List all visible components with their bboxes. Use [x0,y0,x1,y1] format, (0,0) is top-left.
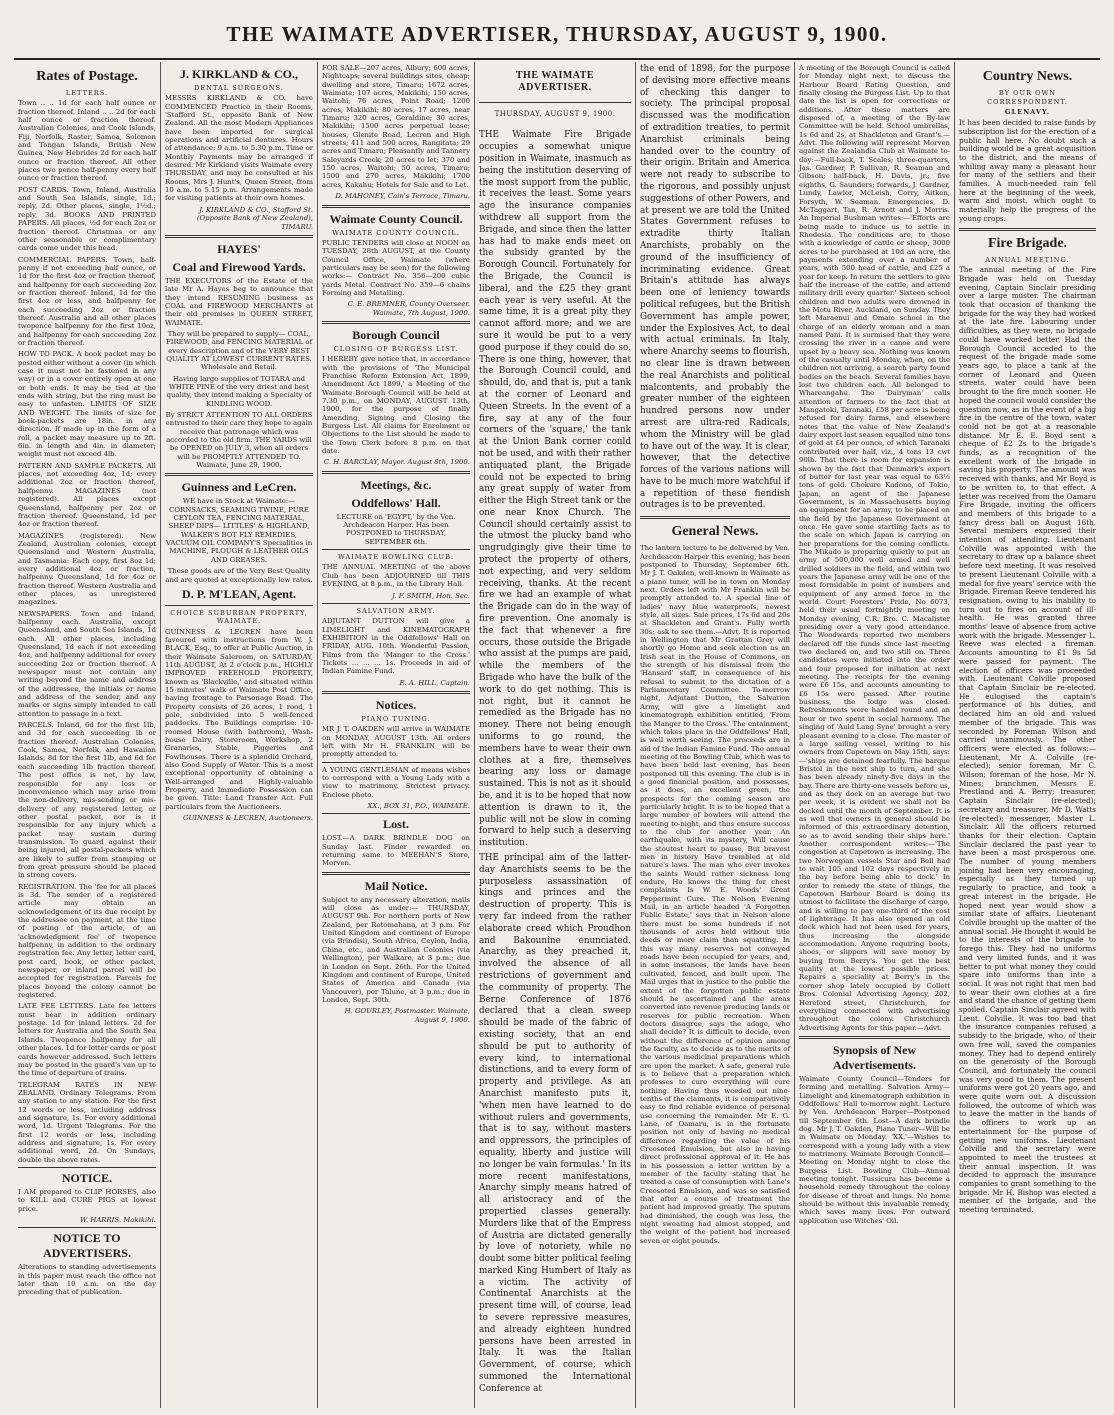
meetings-heading: Meetings, &c. [360,477,432,492]
notice-heading: NOTICE. [61,1170,113,1185]
divider [18,1227,156,1228]
postage-patterns: PATTERN AND SAMPLE PACKETS. All places, not exceeding 4oz, 1d; every additional 2oz or fraction thereof, halfpenny. MAGAZINES (not registered). All places except Queensland, halfpenny per 2oz or fraction thereof. Queensland, 1d per 4oz or fraction thereof. [18,461,156,529]
piano-tuning-heading: PIANO TUNING. [361,714,431,723]
postage-how-to-pack: HOW TO PACK. A book packet may be posted either without a cover (in which case it must not be fastened in any way) or in a cover entirely open at one or both ends. It may be tied at the ends with string, but the ring must be easy to unfasten. LIMITS OF SIZE AND WEIGHT. The limits of size for book-packets are 18in. in any direction. If made up in the form of a roll, a packet may measure up to 2ft. 6in. in length and 4in. in diameter; weight must not exceed 4lb. [18,350,156,459]
piano-tuning-body: MR J. T. OAKDEN will arrive in WAIMATE on MONDAY, AUGUST 13th. All orders left with Mr H. FRANKLIN will be promptly attended to. [322,725,470,759]
editorial-anarchists: THE principal aim of the latter-day Anarchists seems to be the purposeless assassination of kings and princes and the destruction of property. This is very far indeed from the rather elaborate creed which Proudhon and Bakounine enunciated. Anarchy, as they preached it, involved the absence of all restrictions of government and the community of property. The Berne Conference of 1876 declared that a clean sweep should be made of the fabric of existing society, that an end should be put to authority of every kind, to international distinctions, and to every form of property and privilege. As an Anarchist manifesto puts it, 'when men have learned to do without rulers and governments, that is to say, without masters and oppressors, the principles of equality, liberty and justice will no longer be vain formulas.' In its more recent manifestations, Anarchy simply means hatred of all aristocracy and of the propertied classes generally. Murders like that of the Empress of Austria are dictated generally by love of notoriety, while no doubt some bitter political feeling marked King Humbert of Italy as a victim. The activity of Continental Anarchists at the present time will, of course, lead to severe repressive measures, and already eighteen hundred persons have been arrested in Italy. It was the Italian Government, of course, which summoned the International Conference at [479,853,631,1394]
salvation-army-heading: SALVATION ARMY. [356,606,436,615]
oddfellows-body: LECTURE on 'EGYPT,' by the Ven. Archdeacon Harper. Has been POSTPONED to THURSDAY, SEPTEMBER 6th. [336,512,456,546]
county-council-heading: Waimate County Council. [329,211,463,226]
divider [165,235,313,238]
editorial-continued: the end of 1898, for the purpose of devising more effective means of checking this danger to society. The principal proposal discussed was the modification of extradition treaties, to permit Anarchist criminals being handed over to the country of their origin. Britain and America were not ready to subscribe to the rigorous, and possibly unjust suggestions of other Powers, and at present we are told the United States Government refuses to extradite thirty Italian Anarchists, probably on the ground of the insufficiency of incriminating evidence. Great Britain's attitude has always been one of leniency towards political refugees, but the British Government has ample power, under the Explosives Act, to deal with actual criminals. In Italy, where Anarchy seems to flourish, no clear line is drawn between the real Anarchists and political malcontents, and probably the greater number of the eighteen hundred persons now under arrest are ultra-red Radicals, whom the Ministry will be glad to have out of the way. It is clear, however, that the detective forces of the various nations will have to be much more watchful if a repetition of these fiendish outrages is to be prevented. [640,64,790,511]
annual-meeting-subhead: ANNUAL MEETING. [985,255,1070,264]
general-news-heading: General News. [671,524,759,540]
divider [959,228,1096,231]
postage-heading: Rates of Postage. [36,69,138,84]
kirkland-subhead: DENTAL SURGEONS. [194,84,284,92]
matrimony-signature: XX., BOX 31, P.O., WAIMATE. [367,802,470,811]
choice-property-signature: GUINNESS & LECREN, Auctioneers. [182,814,313,823]
editorial-fire-brigade: THE Waimate Fire Brigade occupies a somewhat unique position in Waimate, inasmuch as being the institution deserving of the most support from the public, it receives the least. Some years ago the insurance companies withdrew all support from the Brigade, and since then the latter has had to make ends meet on the subsidy granted by the Borough Council. Fortunately for the Brigade, the Council is liberal, and the £25 they grant each year is very useful. At the same time, it is a great pity they cannot afford more; and we are sure it would be put to a very good purpose if they could do so. There is one thing, however, that the Borough Council could, and should, do, and that is, put a tank at the corner of Leonard and Queen Streets. In the event of a fire, say at any of the four corners of the 'square,' the tank at the Union Bank corner could not be used, and with their rather antiquated plant, the Brigade could not be expected to bring any great supply of water from either the High Street tank or the one near Knox Church. The Council should certainly assist to the utmost the plucky band who ungrudgingly give their time to protect the property of others, not expecting, and very seldom receiving, thanks. At the recent fire we had an example of what the Brigade can do in the way of fire prevention. One anomaly is the fact that whenever a fire occurs, those outside the Brigade who assist at the pumps are paid, while the members of the Brigade who have the bulk of the work to do get nothing. This is not right, but it cannot be remedied as the Brigade has no money. There not being enough uniforms to go round, the members have to wear their own clothes at a fire, themselves bearing any loss or damage sustained. This is not as it should be, and it is to be hoped that now attention is drawn to it, the public will not be slow in coming forward to help such a deserving institution. [479,130,631,849]
column-country-news [955,62,1100,1408]
mclean-agent: D. P. M'LEAN, Agent. [182,586,296,601]
county-council-signature: C. E. BREMNER, County Overseer. Waimate, 7th August, 1900. [347,300,470,317]
kirkland-heading: J. KIRKLAND & CO., [179,67,298,81]
column-postage [14,62,160,1408]
county-council-subhead: WAIMATE COUNTY COUNCIL. [332,228,460,237]
masthead [0,0,1114,58]
bowling-club-heading: WAIMATE BOWLING CLUB. [337,553,455,562]
choice-property-heading: CHOICE SUBURBAN PROPERTY, WAIMATE. [170,608,308,626]
country-news-subhead: BY OUR OWN CORRESPONDENT. [987,89,1068,106]
bowling-club-body: THE ANNUAL MEETING of the above Club has been ADJOURNED till THIS EVENING, at 8 p.m., in the Library Hall. [322,563,470,589]
general-news-body: The lantern lecture to be delivered by Ven. Archdeacon Harper this evening, has been postponed to Thursday, September 6th. Mr J. T. Oakden, well-known in Waimate as a piano tuner, will be in town on Monday next. Orders left with Mr Franklin will be promptly attended to. A special line of ladies' navy blue waterproofs, newest style, all sizes. Sale prices, 17s 6d and 20s at Shackleton and Grant's. Fully worth 30s; ask to see them.—Advt. It is reported in Wellington that Mr Grattan Grey will shortly go Home and seek election as an Irish seat in the House of Commons, on the strength of his dismissal from the 'Hansard' staff, in consequence of his refusal to submit to the dictation of a Parliamentary Committee. To-morrow night, Adjutant Dutton, the Salvation Army, will give a limelight and kinematograph exhibition entitled, 'From the Manger to the Cross.' The entainment, which takes place in the Oddfellows' Hall, is well worth seeing. The proceeds are in aid of the Indian Famine Fund. The annual meeting of the Bowling Club, which was to have been held last evening, has been postponed till this evening. The club is in a good financial position, and possesses, as it does, an excellent green, the prospects for the coming season are particularly bright. It is to be hoped that a large number of bowlers will attend the meeting to-night, and thus ensure success to the club for another year. An earthquake, with its mystery, Will cause the stoutest heart to pause, But bravest men in history Have trembled at old nature's laws. The man who ever invokes the saints Would rather sickness long endure, He knows the thing for chest complaints Is W. E. Woods' Great Peppermint Cure. The Nelson Evening Mail, in an article headed 'A Forgotten Public Estate,' says that in Nelson alone there must be some hundreds if not thousands of acres held without title deeds or more claim than squatting. In this way many reserves not conveyed roads have been occupied for years, and, in some instances, the lands have been cultivated, fenced, and built upon. The Mail urges that in justice to the public the extent of the forgotten public estate should be ascertained and the areas converted into revenue producing lands or reserves for public recreation. When doctors disagree, says the adage, who shall decide? It is difficult to decide, even without the difference of opinion among the faculty, as to decide as to the merits of the various medicinal preparations which are upon the market. A safe, general rule is to believe that a preparation which professes to cure everything will cure nothing. Having thus weeded out nine-tenths of the claimants, it is comparatively easy to find reliable evidence of personal use concerning the remainder. Mr E. G. Lane, of Oamaru, is in the fortunate position not only of having no medical difference regarding the value of his Creosoted Emulsion, but also in having direct professional approval of it. He has in his possession a letter written by a member of the faculty stating that he treated a case of consumption with Lane's Creosoted Emulsion, and was so satisfied that after a course of treatment the patient had improved greatly. The sputum had diminished, the cough was less, the night sweating had almost stopped, and the weight of the patient had increased seven or eight pounds. [640,544,791,1245]
guinness-lecren-heading: Guinness and LeCren. [181,480,297,495]
guinness-lecren-quality: These goods are of the Very Best Quality and are quoted at exceptionally low rates. [165,567,313,584]
divider [322,762,470,763]
column-notices [318,62,474,1408]
kirkland-signature: J. KIRKLAND & CO., Stafford St. (Opposite Bank of New Zealand), TIMARU. [196,205,313,231]
column-editorial [475,62,635,1408]
postage-telegram-rates: TELEGRAM RATES IN NEW ZEALAND. Ordinary Telegrams. From any station to any station. For the first 12 words or less, including address and signature, 1s. For every additional word, 1d. Urgent Telegrams. For the first 12 words or less, including address and signature, 1s. For every additional word, 2d. On Sundays, double the above rates. [18,1080,156,1164]
matrimony-body: A YOUNG GENTLEMAN of means wishes to correspond with a Young Lady with a view to matrimony. Strictest privacy. Enclose photo. [322,765,470,799]
column-advertisements [161,62,317,1408]
divider [322,691,470,694]
lost-heading: Lost. [383,817,409,832]
mail-notice-heading: Mail Notice. [364,878,428,893]
divider [640,516,790,519]
divider [799,1036,950,1039]
mail-notice-signature: H. GOURLEY, Postmaster. Waimate, August 9, 1900. [344,1007,470,1024]
column-general-news [636,62,794,1408]
postage-letters: Town .. .. 1d for each half ounce or fraction thereof. Inland .. .. 2d for each half ounce or fraction thereof. Australian Colonies, and Cook Islands, Fiji, Norfolk, Raster, Samoa, Solomon and Tongan Islands, British New Guinea, New Hebrides 2d for each half ounce or fraction thereof. All other places two pence half-penny every half ounce or fraction thereof. [18,99,156,183]
lost-body: LOST.—A DARK BRINDLE DOG on Sunday last. Finder rewarded on returning same to MEEHAN'S Store, Morven. [322,834,470,868]
synopsis-heading: Synopsis of New Advertisements. [832,1042,917,1072]
general-news-continued: A meeting of the Borough Council is called for Monday night next, to discuss the Harbour Board Rating Question, and finally closing the Burgess List. Up to that date the list is open for corrections or additions. After these matters are disposed of, a meeting of the By-law Committee will be held. School umbrellas, 1s 6d and 2s, at Shackleton and Grant's.—Advt. The following will represent Morven against the Zealandia Club at Waimate to-day:—Full-back, T. Scales; three-quarters, Jas. Gardner, P. Sullivan, R. Seaman and Gibson; half-back, H. Davis, jr.; five eighths, G. Saunders; forwards, J. Gardner, Lundy, Lawlor, McLeish, Corry, Aitken, Forsyth, W. Seaman. Emergencies, D. McTaggart, Tan, R. Arnott and J. Morris. An Imperial Bushman writes:—'Efforts are being made to induce us to settle in Rhodesia. The conditions are, to those with a knowledge of cattle or sheep, 3000 acres to be purchased at 10d an acre, the payments extending over a number of years, with 500 head of cattle, and £25 a year for keep. In return the settlers to give half the increase of the cattle, and attend military drill every quarter.' Sixteen school children and two adults were drowned in the Motu River, Auckland, on Sunday. They left Maraenui and Omaio school in the charge of an elderly woman and a man named Pani. It is surmised that they were crossing the river in a canoe and were upset by a heavy sea. Nothing was known of the casualty until Monday, when, on the children not arriving, a search party found bodies on the beach. Several families have lost two children each. All belonged to Whareangahu. The 'Dairyman' calls attention of farmers to the fact that at Mangatoki, Taranaki, £58 per acre is being refused for dairy farms, and elsewhere notes that the value of New Zealand's dairy export last season equalled nine tons of gold at £4 per ounce, of which Taranaki contributed over half, viz., 4 tons 13 cwt 90lb. That there is room for expansion is shown by the fact that Denmark's export of butter for last year was equal to 63½ tons of gold. Chokuro Kadono, of Tokio, Japan, an agent of the Japanese Government, is in Massachusetts buying an equipment for an army, to be placed on the field by the Japanese Government at once. He gave some startling facts as to the scale on which Japan is carrying on her preparations for the coming conflicts. The Mikado is preparing quietly to put an army of 500,000 well armed and well drilled soldiers in the field, and within two years the Japanese army will be one of the most formidable in point of numbers and equipment of any armed force in the world. Court Foresters' Pride, No 6073, held their usual fortnightly meeting on Monday evening, C.R. Bro. C. Macalister presiding over a very good attendance. The Woodwards reported two members declared off the funds since last meeting two declared on, and two still on. Three candidates were initiated into the order and four proposed for initiation at next meeting. The receipts for the evening were £6 15s, and accounts amounting to £6 15s were passed. After routine business, the lodge was closed. Refreshments were handed round and an hour or two spent in social harmony. The singing of 'Auld Lang Syne' brought a very pleasant evening to a close. The master of a large sailing vessel, writing to his owners from Capetown on May 15th, says:—'ships are detained fearfully. The barque Bristol in the next ship to turn, and she has been already ninety-five days in the bay. There are thirty-one vessels before us, and as they dock on an average but two per week, it is evident we shall not be docked until the month of September. It is as well that owners in general should be informed of this extraordinary detention, so as to avoid sending their ships here.' Another correspondent writes:—'The congestion at Capetown is increasing. The two Norwegian vessels Star and Bell had to wait 105 and 102 days respectively in the bay before being able to dock.' In order to remedy the state of things, the Capetown Harbour Board is doing its utmost to facilitate the discharge of cargo, and is willing to pay one-third of the cost of lighterage. It has also opened an old dock which had not been used for years, thus increasing the alongside accommodation. Anyone requiring boots, shoes, or slippers will save money by buying from Berry's. You get the best quality at the lowest possible prices. Repairs a speciality at Berry's in the corner shop lately occupied by Collett Bros. Colonial Advertising Agency, 202, Hereford street, Christchurch, for everything connected with advertising throughout the colony. Christchurch Advertising Agents for this paper.—Advt. [799,64,950,1032]
postage-magazines: MAGAZINES (registered). New Zealand, Australian colonies, except Queensland and Western Australia, and Tasmania: Each copy, first 8oz 1d; every additional 4oz or fraction, halfpenny. Queensland, 1d for 4oz or fraction thereof. Western Australia and other places, as unregistered magazines. [18,531,156,607]
postage-post-cards: POST CARDS. Town, Inland, Australia and South Sea Islands, single, 1d.; reply, 2d. Other places, single, 1½d.; reply, 3d. BOOKS AND PRINTED PAPERS. All places, ½d for each 2oz or fraction thereof. Christmas or any other seasonable or complimentary cards come under this head. [18,185,156,253]
divider [322,872,470,875]
for-sale-body: FOR SALE—207 acres, Albury; 600 acres, Nightcaps; several buildings sites, cheap; dwelling and store, Timaru; 1672 acres, Waimate; 107 acres, Makikihi; 150 acres, Waitohi; 76 acres, Point Road; 1200 acres, Makikihi; 80 acres, 17 acres, near Timaru; 320 acres, Geraldine; 30 acres, Makikihi; 1500 acres perpetual lease; houses, Glenite Road, Lecren and High streets; 411 and 500 acres, Rangitata; 29 acres and Timaru; Pleasantly and Tannery Saleyards Creek; 20 acres to let; 370 and 150 acres, Waitohi; 50 acres, Timaru; 1500 and 270 acres, Makikihi; 1700 acres, Kakahu; Hotels for Sale and to Let. [322,64,470,189]
salvation-army-signature: E. A. HILL, Captain. [399,678,470,687]
notice-to-advertisers-heading: NOTICE TO ADVERTISERS. [43,1231,131,1261]
column-news-continued [795,62,954,1408]
notice-signature: W. HARRIS. Makikihi. [80,1216,156,1224]
postage-newspapers: NEWSPAPERS. Town and Inland, halfpenny each. Australia, except Queensland, and South Sea Islands, 1d each. All other places, including Queensland, 1d each if not exceeding 4oz, and halfpenny additional for every succeeding 2oz or fraction thereof. A newspaper must not contain any writing beyond the name and address of the addressee, the initials or name and address of the sender, and any marks or signs simply intended to call attention to passage in a text. [18,609,156,718]
fire-brigade-heading: Fire Brigade. [987,235,1068,251]
hayes-heading: HAYES' [217,241,261,256]
choice-property-body: GUINNESS & LECREN have been favoured with instructions from W. J. BLACK, Esq., to offer at Public Auction, in their Waimate Saleroom, on SATURDAY, 11th AUGUST, At 2 o'clock p.m., HIGHLY IMPROVED FREEHOLD PROPERTY, known as 'Blackville,' and situated within 15 minutes' walk of Waimate Post Office, having frontage to Parsonage Road. The Property consists of 26 acres, 1 rood, 1 pole, subdivided into 5 well-fenced paddocks. The Buildings comprise: 10-roomed House (with bathroom), Wash-house Dairy, Storeroom, Workshop, 2 Granaries, Stable, Piggeries and Fowlhouses. There is a splendid Orchard, also Good Supply of Water. This is a most exceptional opportunity of obtaining a Well-arranged and Highly-valuable Property, and Immediate Possession can be given. Title: Land Transfer Act. Full particulars from the Auctioneers. [165,627,313,811]
salvation-army-body: ADJUTANT DUTTON will give a LIMELIGHT and KINEMATOGRAPH EXHIBITION in the Oddfellows' Hall on FRIDAY, AUG. 10th. Wonderful Passion, Films from the 'Manger to the Cross.' Tickets ... ... ... 1s. Proceeds in aid of Indian Famine Fund. [322,617,470,676]
notices-heading: Notices. [375,697,417,712]
glenavy-body: It has been decided to raise funds by subscription list for the erection of a public hall here. No doubt such a building would be a great acquisition to the district, and the means of whiling away many a pleasant hour for many of the settlers and their families. A much-needed rain fell here at the beginning of the week, warm and moist, which ought to materially help the progress of the young crops. [959,118,1096,223]
borough-council-heading: Borough Council [352,327,440,342]
notice-to-advertisers-body: Alterations to standing advertisements in this paper must reach the office not later than 10 a.m. on the day preceding that of publication. [18,1263,156,1297]
fire-brigade-body: The annual meeting of the Fire Brigade was held on Tuesday evening, Captain Sinclair presiding over a large muster. The chairman took that occasion of thanking the brigade for the way they had worked at the late fire. Labouring under difficulties, as they were, no brigade could have worked better. Had the Borough Council acceded to the request of the brigade made some years ago, to place a tank at the corner of Leonard and Queen streets, water could have been brought to the fire much sooner. He hoped the council would consider the question now, as in the event of a big fire in the centre of the town, water could not be got at a reasonable distance. Mr E. E. Boyd sent a cheque of £2 2s to the brigade's funds, as a recognition of the excellent work of the brigade in saving his property. The amount was received with thanks, and Mr Boyd is to be written to, to that effect. A letter was received from the Oamaru Fire Brigade, inviting the officers and members of this brigade to a fancy dress ball on August 16th. Several members expressed their intention of attending. Lieutenant Colville was appointed with the secretary to draw up a balance sheet before next meeting. It was resolved to present Lieutenant Colville with a medal for five years' service with the Brigade. Fireman Reeve tendered his resignation, owing to his inability to turn out to fires on account of ill-health. He was granted three months' leave of absence from active work with the brigade. Messenger L. Reeve was elected a fireman. Accounts amounting to £1 9s 5d were passed for payment. The election of officers was proceeded with. Lieutenant Colville proposed that Captain Sinclair be re-elected. He eulogised the captain's performance of his duties, and declared him an old and valued member of the brigade. This was seconded by Foreman Wilson and carried unanimously. The other officers were elected as follows:—Lieutenant, Mr A. Colville (re-elected); senior foreman, Mr C. Wilson; foreman of the hose, Mr N. Mines; branchmen, Messrs E. Prestland and A. Berry; treasurer, Captain Sinclair (re-elected); secretary and treasurer, Mr D. Watts (re-elected); messenger, Master L. Sinclair. All the officers returned thanks for their election. Captain Sinclair declared the past year to have been a most prosperous one. The number of young members joining had been very encouraging, especially as they turned up regularly to practice, and took a great interest in the brigade. He hoped next year would show a similar state of affairs. Lieutenant Colville brought up the matter of the annual social. He thought it would be to the interests of the brigade to forego this. They had no uniforms and very limited funds, and it was better to put what money they could spare into uniforms than into a social. It was not right that men had to wear their own clothes at a fire and stand the chance of getting them spoiled. Captain Sinclair agreed with Lieut. Colville. It was too bad that the insurance companies refused a subsidy to the brigade, who, of their own free will, saved the companies money. They had to depend entirely on the generosity of the Borough Council, and fortunately the council was very good to them. The present uniforms were got 20 years ago, and were quite worn out. A discussion followed, the outcome of which was to leave the matter in the hands of the officers to work up an entertainment for the purpose of getting new uniforms. Lieutenant Colville and the secretary were appointed to meet the trustees at their annual inspection. It was decided to approach the insurance companies to grant something to the brigade. Mr H. Bishop was elected a member of the brigade, and the meeting terminated. [959,265,1096,1215]
newspaper-masthead-title: THE WAIMATE ADVERTISER, THURSDAY, AUGUST 9, 1900. [226,22,888,46]
borough-council-signature: C. H. BARCLAY, Mayor. August 8th, 1900. [323,458,470,467]
divider [322,603,470,604]
letters-subhead: LETTERS. [65,89,109,97]
editorial-date: THURSDAY, AUGUST 9, 1900. [494,109,616,118]
postage-commercial-papers: COMMERCIAL PAPERS. Town, half-penny if not exceeding half ounce, or 1d for the first 4oz or fraction thereof, and halfpenny for each succeeding 2oz or fraction thereof. Inland, 1d for the first 4oz or less, and halfpenny for each succeeding 2oz or fraction thereof. Australia and all other places twopence halfpenny for the first 10oz, and halfpenny for each succeeding 2oz or fraction thereof. [18,255,156,347]
divider [322,471,470,474]
borough-council-body: I HEREBY give notice that, in accordance with the provisions of 'The Municipal Franchise Reform Extension Act, 1899, Amendment Act 1899,' a Meeting of the Waimate Borough Council will be held at 7.30 p.m., on MONDAY, AUGUST 13th, 1900, for the purpose of finally Amending, Signing and Closing the Burgess List. All claims for Enrolment or Objections to the List should be made to the Town Clerk before 8 p.m. on that date. [322,355,470,456]
country-news-heading: Country News. [982,69,1073,84]
oddfellows-heading: Oddfellows' Hall. [351,495,441,510]
divider [322,549,470,550]
hayes-orders: By STRICT ATTENTION TO ALL ORDERS entrusted to their care they hope to again receive that patronage which was accorded to the old firm. THE YARDS will be OPENED on JULY 3, when all orders will be PROMPTLY ATTENDED TO. Waimate, June 29, 1900. [165,411,313,470]
synopsis-body: Waimate County Council—Tenders for forming and metalling. Salvation Army—Limelight and kinematograph exhibition in Oddfellows' Hall to-morrow night. Lecture by Ven. Archdeacon Harper—Postponed till September 6th. Lost—A dark brindle dog. Mr J. T. Oakden, Piano Tuner—Will be in Waimate on Monday. 'XX.'—Wishes to correspond with a young lady with a view to matrimony. Waimate Borough Council—Meeting on Monday night to close the Burgess List. Bowling Club—Annual meeting tonight. Tussicura has become a household remedy throughout the colony for disease of throat and lungs. No home should be without this invaluable remedy, which saves many lives. For outward application use Witches' Oil. [799,1074,950,1225]
mail-notice-body: Subject to any necessary alteration, mails will close as under:— THURSDAY, AUGUST 9th. For northern ports of New Zealand, per Rotomahana, at 3 p.m. For United Kingdom and continent of Europe (via Brindisi), South Africa, Ceylon, India, China, etc., and Australian Colonies (via Wellington), per Waikare, at 3 p.m.; due in London on Sept. 26th. For the United Kingdom and continent of Europe, United States of America and Canada (via Vancouver), per Talune, at 3 p.m.; due in London, Sept. 30th. [322,895,470,1004]
burgess-list-subhead: CLOSING OF BURGESS LIST. [333,344,459,353]
divider [165,605,313,606]
hayes-subheading: Coal and Firewood Yards. [172,259,306,274]
hayes-supply-list: They will be prepared to supply— COAL, FIREWOOD, and FENCING MATERIAL of every description and of the VERY BEST QUALITY AT LOWEST CURRENT RATES. Wholesale and Retail. [165,329,313,372]
hayes-totara: Having large supplies of TOTARA and WHITE PINE of the very driest and best quality, they intend making a Specialty of KINDLING WOOD. [166,374,312,408]
divider [479,102,631,103]
kirkland-body: MESSRS KIRKLAND & CO. have COMMENCED Practice in their Rooms, 'Stafford St., opposite Bank of New Zealand. All the most Modern Appliances have been imported for surgical operations and artificial dentures. Hours of attendance: 9 a.m. to 5.30 p.m. Time or Monthly Payments may be arranged if desired. Mr Kirkland visits Waimate every THURSDAY, and may be consulted at his Rooms, Mrs J. Hunt's, Queen Street, from 10 a.m. to 5.15 p.m. Arrangements made for visiting patients at their own homes. [165,94,313,203]
bowling-club-signature: J. F. SMITH, Hon. Sec. [391,591,470,600]
postage-late-fee: LATE FEE LETTERS. Late fee letters must bear in addition ordinary postage. 1d for inland letters. 2d for letters for Australia and the South Sea Islands. Twopence halfpenny for all other places. 1d for letter cards or post cards however addressed. Such letters may be posted in the guard's van up to the time of departure of trains. [18,1002,156,1078]
divider [322,321,470,324]
notice-body: I AM prepared to CLIP HORSES, also to KILL and CURE PIGS at lowest price. [18,1187,156,1213]
postage-registration: REGISTRATION. The 'fee for all places is 3d. The sender of a registered article may obtain an acknowledgement of its due receipt by the addressee on payment, at the time of posting of the article, of an 'acknowledgment fee' of twopence halfpenny, in addition to the ordinary registration fee. Any letter, letter card, post card, book, or other packet, newspaper, or inland parcel will be accepted for registration. Parcels for places beyond the colony cannot be registered. [18,882,156,1000]
glenavy-heading: GLENAVY. [1004,108,1051,117]
divider [322,813,470,814]
county-council-body: PUBLIC TENDERS will close at NOON on TUESDAY, 28th AUGUST, at the County Council Office, Waimate (where particulars may be seen) for the following works:— Contract No. 356—200 cubic yards Metal. Contract No. 359—6 chains Forming and Metalling. [322,238,470,297]
masthead-rule [14,58,1100,60]
guinness-lecren-stock: WE have in Stock at Waimate:— CORNSACKS, SEAMING TWINE, PURE CEYLON TEA, FENCING MATERIAL, SHEEP DIPS— LITTLES' & HIGHLAND, WALKER'S BOT FLY REMEDIES, VACUUM OIL COMPANY'S Specialities in MACHINE, FLOUGH & LEATHER OILS AND GREASES. [165,497,313,564]
postage-parcels: PARCELS. Inland, 6d for the first 1lb, and 3d for each succeeding lb or fraction thereof. Australian Colonies, Cook, Samoa, Norfolk, and Hawaiian Islands, 8d for the first 1lb, and 6d for each succeeding 1lb fraction thereof. The post office is not, by law, responsible for any loss or inconvenience which may arise from the non-delivery, mis-sending or mis-delivery of any registered letter, or other postal packet, nor is it responsible for any injury which a packet may sustain during transmission. To guard against their being injured, all postal-packets which are likely to suffer from stamping or from great pressure should be placed in strong covers. [18,721,156,880]
divider [18,1167,156,1168]
for-sale-signature: D. MAHONEY, Cain's Terrace, Timaru. [335,192,470,201]
editorial-paper-title: THE WAIMATE ADVERTISER. [515,70,595,93]
divider [165,473,313,476]
hayes-body: THE EXECUTORS of the Estate of the late Mr A. Hayes beg to announce that they intend RESUMING business as COAL and FIREWOOD MERCHANTS at their old premises in QUEEN STREET, WAIMATE. [165,276,313,327]
divider [322,205,470,208]
